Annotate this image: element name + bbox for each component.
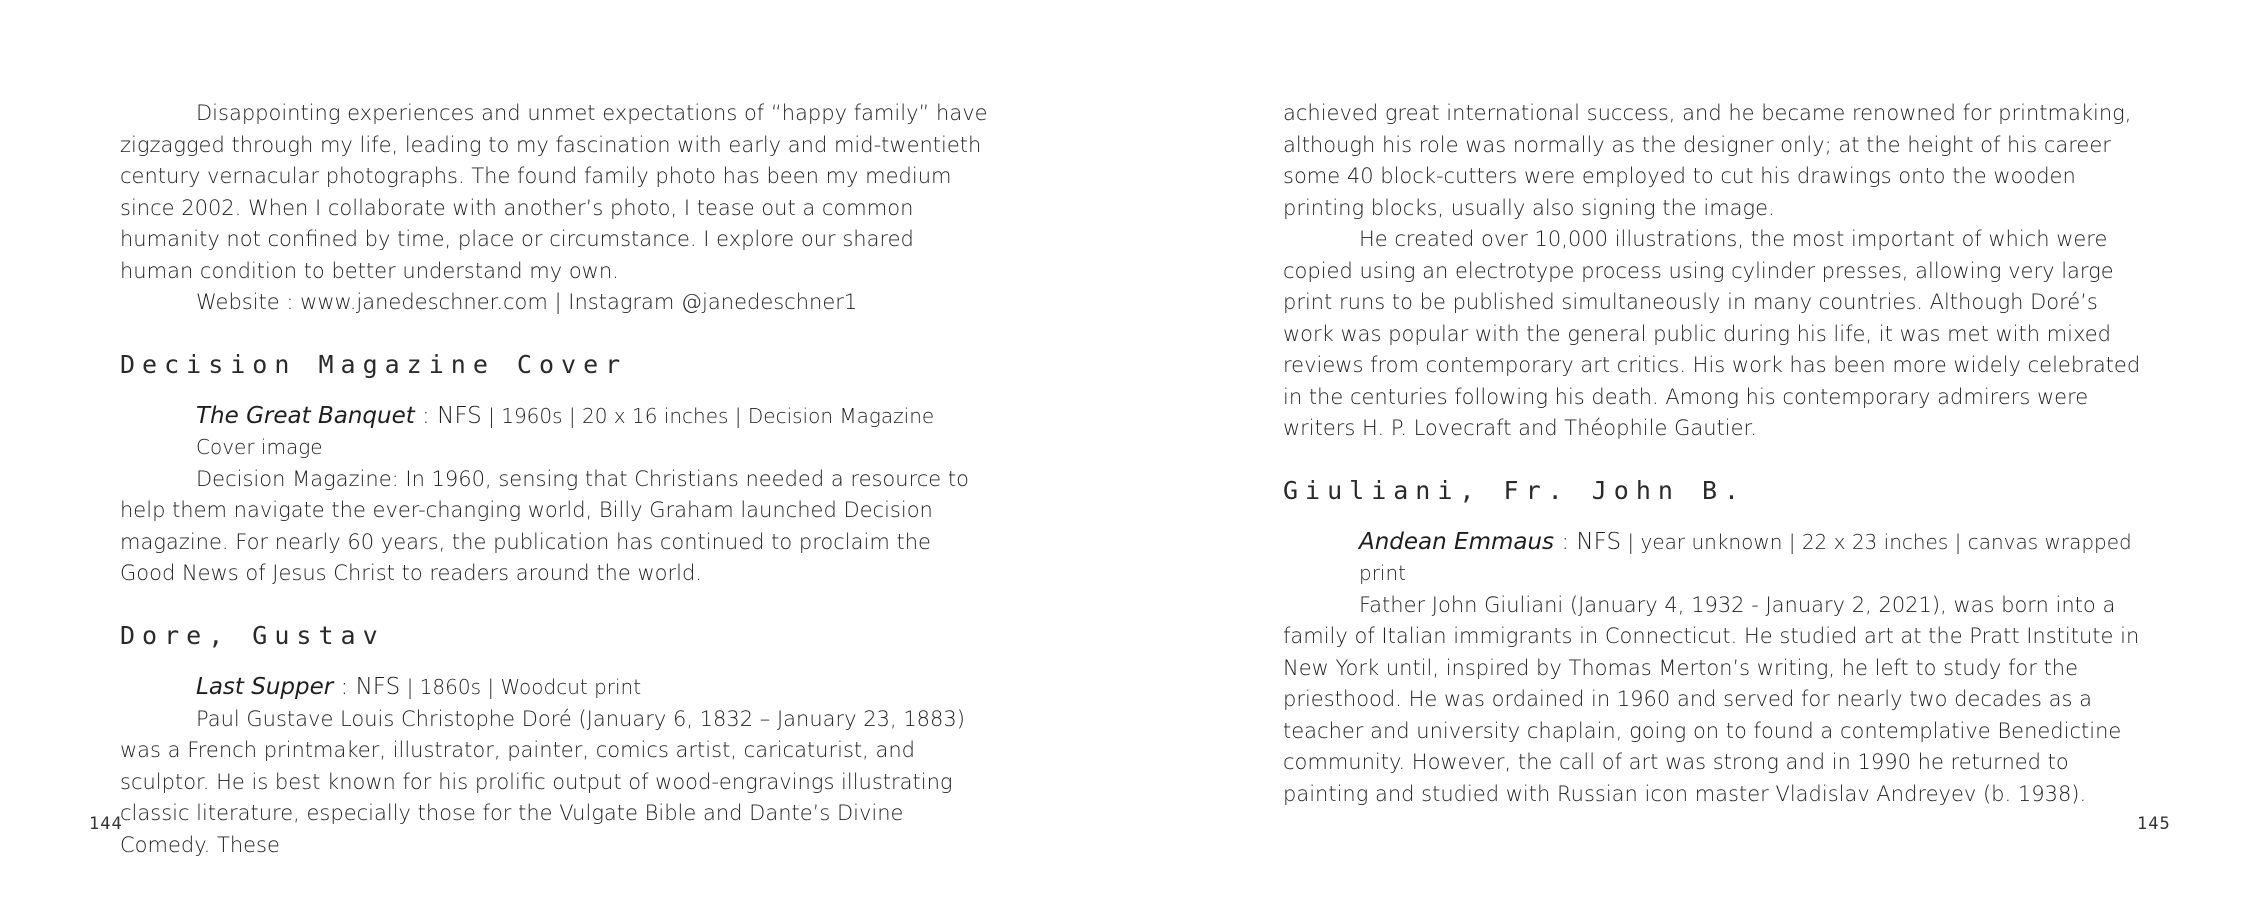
artwork-price: : NFS — [1554, 528, 1622, 555]
artwork-line-dore — [120, 672, 990, 704]
intro-paragraph: Disappointing experiences and unmet expectations of “happy family” have zigzagged through my life, leading to my fascination with early and mid-twentieth century vernacular photographs. The found family photo has been my medium since 2002. When I collaborate with another’s photo, I tease out a common humanity not confined by time, place or circumstance. I explore our shared human condition to better understand my own. — [120, 101, 988, 283]
artwork-line-decision — [120, 401, 990, 464]
section-heading-giuliani: Giuliani, Fr. John B. — [1283, 475, 1747, 505]
artwork-meta: | 1860s | Woodcut print — [400, 675, 642, 699]
right-text-column — [1283, 98, 2153, 810]
artwork-line-giuliani — [1283, 527, 2153, 590]
page-number-left: 144 — [89, 814, 123, 834]
section-body-decision: Decision Magazine: In 1960, sensing that Christians needed a resource to help them navigate the ever-changing world, Billy Graham launched Decision magazine. For nearly 60 years, the publication has continued to proclaim the Good News of Jesus Christ to readers around the world. — [120, 466, 969, 586]
artwork-title: The Great Banquet — [196, 402, 415, 429]
website-line: Website : www.janedeschner.com | Instagram @janedeschner1 — [196, 290, 858, 314]
page-number-right: 145 — [2137, 814, 2171, 834]
continued-paragraph: achieved great international success, and he became renowned for printmaking, although his role was normally as the designer only; at the height of his career some 40 block-cutters were employed to cut his drawings onto the wooden printing blocks, usually also signing the image. — [1283, 101, 2132, 220]
artwork-price: : NFS — [333, 674, 401, 700]
artwork-meta: | 1960s | 20 x 16 inches | Decision Magazine Cover image — [196, 403, 935, 460]
artwork-price: : NFS — [414, 402, 482, 429]
artwork-title: Andean Emmaus — [1359, 528, 1555, 555]
dore-second-paragraph: He created over 10,000 illustrations, the most important of which were copied using an electrotype process using cylinder presses, allowing very large print runs to be published simultaneously in many countries. Although Doré’s work was popular with the general public during his life, it was met with mixed reviews from contemporary art critics. His work has been more widely celebrated in the centuries following his death. Among his contemporary admirers were writers H. P. Lovecraft and Théophile Gautier. — [1283, 227, 2141, 440]
right-page — [1125, 0, 2250, 900]
artwork-title: Last Supper — [196, 674, 334, 700]
artwork-meta: | year unknown | 22 x 23 inches | canvas wrapped print — [1359, 529, 2132, 586]
section-heading-decision: Decision Magazine Cover — [120, 349, 628, 379]
section-heading-dore: Dore, Gustav — [120, 620, 385, 650]
left-text-column — [120, 98, 990, 861]
section-body-dore: Paul Gustave Louis Christophe Doré (January 6, 1832 – January 23, 1883) was a French printmaker, illustrator, painter, comics artist, caricaturist, and sculptor. He is best known for his prolific output of wood-engravings illustrating classic literature, especially those for the Vulgate Bible and Dante’s Divine Comedy. These — [120, 706, 965, 857]
section-body-giuliani: Father John Giuliani (January 4, 1932 - January 2, 2021), was born into a family of Italian immigrants in Connecticut. He studied art at the Pratt Institute in New York until, inspired by Thomas Merton’s writing, he left to study for the priesthood. He was ordained in 1960 and served for nearly two decades as a teacher and university chaplain, going on to found a contemplative Benedictine community. However, the call of art was strong and in 1990 he returned to painting and studied with Russian icon master Vladislav Andreyev (b. 1938). — [1283, 592, 2140, 806]
